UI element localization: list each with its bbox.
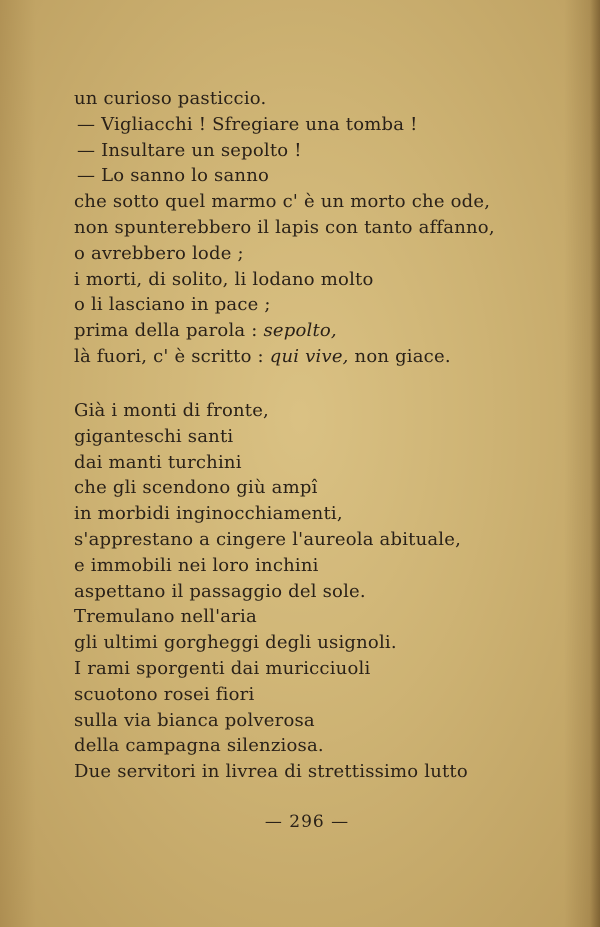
line-text: s'apprestano a cingere l'aureola abituale, xyxy=(74,528,462,550)
line-text: Due servitori in livrea di strettissimo lutto xyxy=(74,761,468,783)
poem-line xyxy=(74,450,468,476)
stanza-2 xyxy=(74,398,468,785)
line-text: in morbidi inginocchiamenti, xyxy=(74,503,343,525)
poem-line xyxy=(74,344,495,370)
line-text: scuotono rosei fiori xyxy=(74,683,255,705)
line-text: dai manti turchini xyxy=(74,451,242,473)
line-text: i morti, di solito, li lodano molto xyxy=(74,268,374,290)
italic-text: sepolto, xyxy=(263,320,337,342)
poem-line xyxy=(74,138,495,164)
poem-line xyxy=(74,759,468,785)
poem-line xyxy=(74,579,468,605)
line-text: là fuori, c' è scritto : xyxy=(74,345,270,367)
line-text: — Lo sanno lo sanno xyxy=(77,165,270,187)
stanza-1 xyxy=(74,86,495,370)
line-text: che sotto quel marmo c' è un morto che ode, xyxy=(74,191,491,213)
line-text: non spunterebbero il lapis con tanto affanno, xyxy=(74,216,495,238)
poem-line xyxy=(74,656,468,682)
line-text: — Vigliacchi ! Sfregiare una tomba ! xyxy=(77,113,418,135)
poem-line xyxy=(74,604,468,630)
line-text: della campagna silenziosa. xyxy=(74,735,324,757)
poem-line xyxy=(74,86,495,112)
line-text: Già i monti di fronte, xyxy=(74,400,269,421)
poem-line xyxy=(74,553,468,579)
poem-line xyxy=(74,267,495,293)
poem-line xyxy=(74,424,468,450)
poem-line xyxy=(74,682,468,708)
line-text: non giace. xyxy=(348,345,451,367)
poem-line xyxy=(74,501,468,527)
line-text: I rami sporgenti dai muricciuoli xyxy=(74,657,371,679)
poem-line xyxy=(74,527,468,553)
poem-line xyxy=(74,189,495,215)
line-text: gli ultimi gorgheggi degli usignoli. xyxy=(74,632,397,654)
line-text: o avrebbero lode ; xyxy=(74,242,244,264)
page-edge-shadow xyxy=(590,0,600,927)
line-text: che gli scendono giù ampî xyxy=(74,477,318,499)
poem-line xyxy=(74,398,468,424)
poem-line xyxy=(74,241,495,267)
poem-line xyxy=(74,112,495,138)
line-text: giganteschi santi xyxy=(74,425,234,447)
poem-line xyxy=(74,292,495,318)
page-number: — 296 — xyxy=(264,812,350,832)
poem-line xyxy=(74,733,468,759)
line-text: sulla via bianca polverosa xyxy=(74,709,315,731)
line-text: prima della parola : xyxy=(74,320,264,342)
italic-text: qui vive, xyxy=(269,345,349,367)
line-text: e immobili nei loro inchini xyxy=(74,554,319,576)
line-text: un curioso pasticcio. xyxy=(74,88,267,109)
poem-line xyxy=(74,163,495,189)
line-text: o li lasciano in pace ; xyxy=(74,294,271,316)
poem-line xyxy=(74,708,468,734)
poem-line xyxy=(74,318,495,344)
poem-line xyxy=(74,215,495,241)
line-text: — Insultare un sepolto ! xyxy=(77,139,302,161)
poem-line xyxy=(74,630,468,656)
line-text: aspettano il passaggio del sole. xyxy=(74,580,366,602)
line-text: Tremulano nell'aria xyxy=(74,606,257,628)
poem-line xyxy=(74,475,468,501)
